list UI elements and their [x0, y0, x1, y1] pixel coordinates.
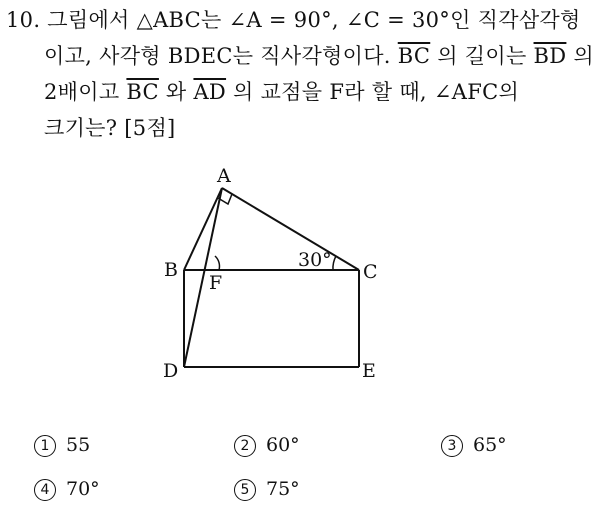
choice-4[interactable] [34, 478, 100, 501]
choice-3[interactable] [441, 434, 507, 457]
label-d: D [163, 360, 179, 382]
choice-mark-2: 2 [234, 435, 256, 457]
segment-ac-line [222, 188, 359, 270]
segment-bd: $\overline{BD}$ [533, 44, 567, 68]
choice-2[interactable] [234, 434, 300, 457]
question-text-2a: 이고, 사각형 BDEC는 직사각형이다. [44, 44, 398, 68]
question-text-3c: 의 교점을 F라 할 때, ∠AFC의 [226, 80, 520, 104]
angle-arc-c [333, 256, 336, 270]
question-number: 10. [6, 8, 41, 32]
label-f: F [209, 272, 223, 294]
label-a: A [217, 165, 231, 187]
choice-mark-1: 1 [34, 435, 56, 457]
choice-text-5: 75° [266, 478, 300, 500]
choice-5[interactable] [234, 478, 300, 501]
choice-text-1: 55 [66, 434, 91, 456]
choice-mark-3: 3 [441, 435, 463, 457]
question-text-3b: 와 [158, 80, 194, 104]
label-c: C [363, 261, 378, 283]
question-text-2c: 의 [566, 44, 594, 68]
choice-text-4: 70° [66, 478, 100, 500]
question-text-1: 그림에서 △ABC는 ∠A = 90°, ∠C = 30°인 직각삼각형 [47, 8, 581, 32]
segment-ad: $\overline{AD}$ [193, 80, 227, 104]
choice-1[interactable] [34, 434, 90, 457]
choice-mark-5: 5 [234, 479, 256, 501]
segment-bc: $\overline{BC}$ [397, 44, 431, 68]
label-e: E [362, 360, 376, 382]
choice-text-2: 60° [266, 434, 300, 456]
label-angle-30: 30° [298, 249, 332, 271]
label-b: B [164, 259, 178, 281]
segment-bc-2: $\overline{BC}$ [126, 80, 159, 104]
question-text-3a: 2배이고 [44, 80, 127, 104]
question-text-2b: 의 길이는 [430, 44, 534, 68]
question-text-4: 크기는? [5점] [44, 116, 176, 140]
angle-arc-f [215, 256, 220, 270]
choice-text-3: 65° [473, 434, 507, 456]
choice-mark-4: 4 [34, 479, 56, 501]
